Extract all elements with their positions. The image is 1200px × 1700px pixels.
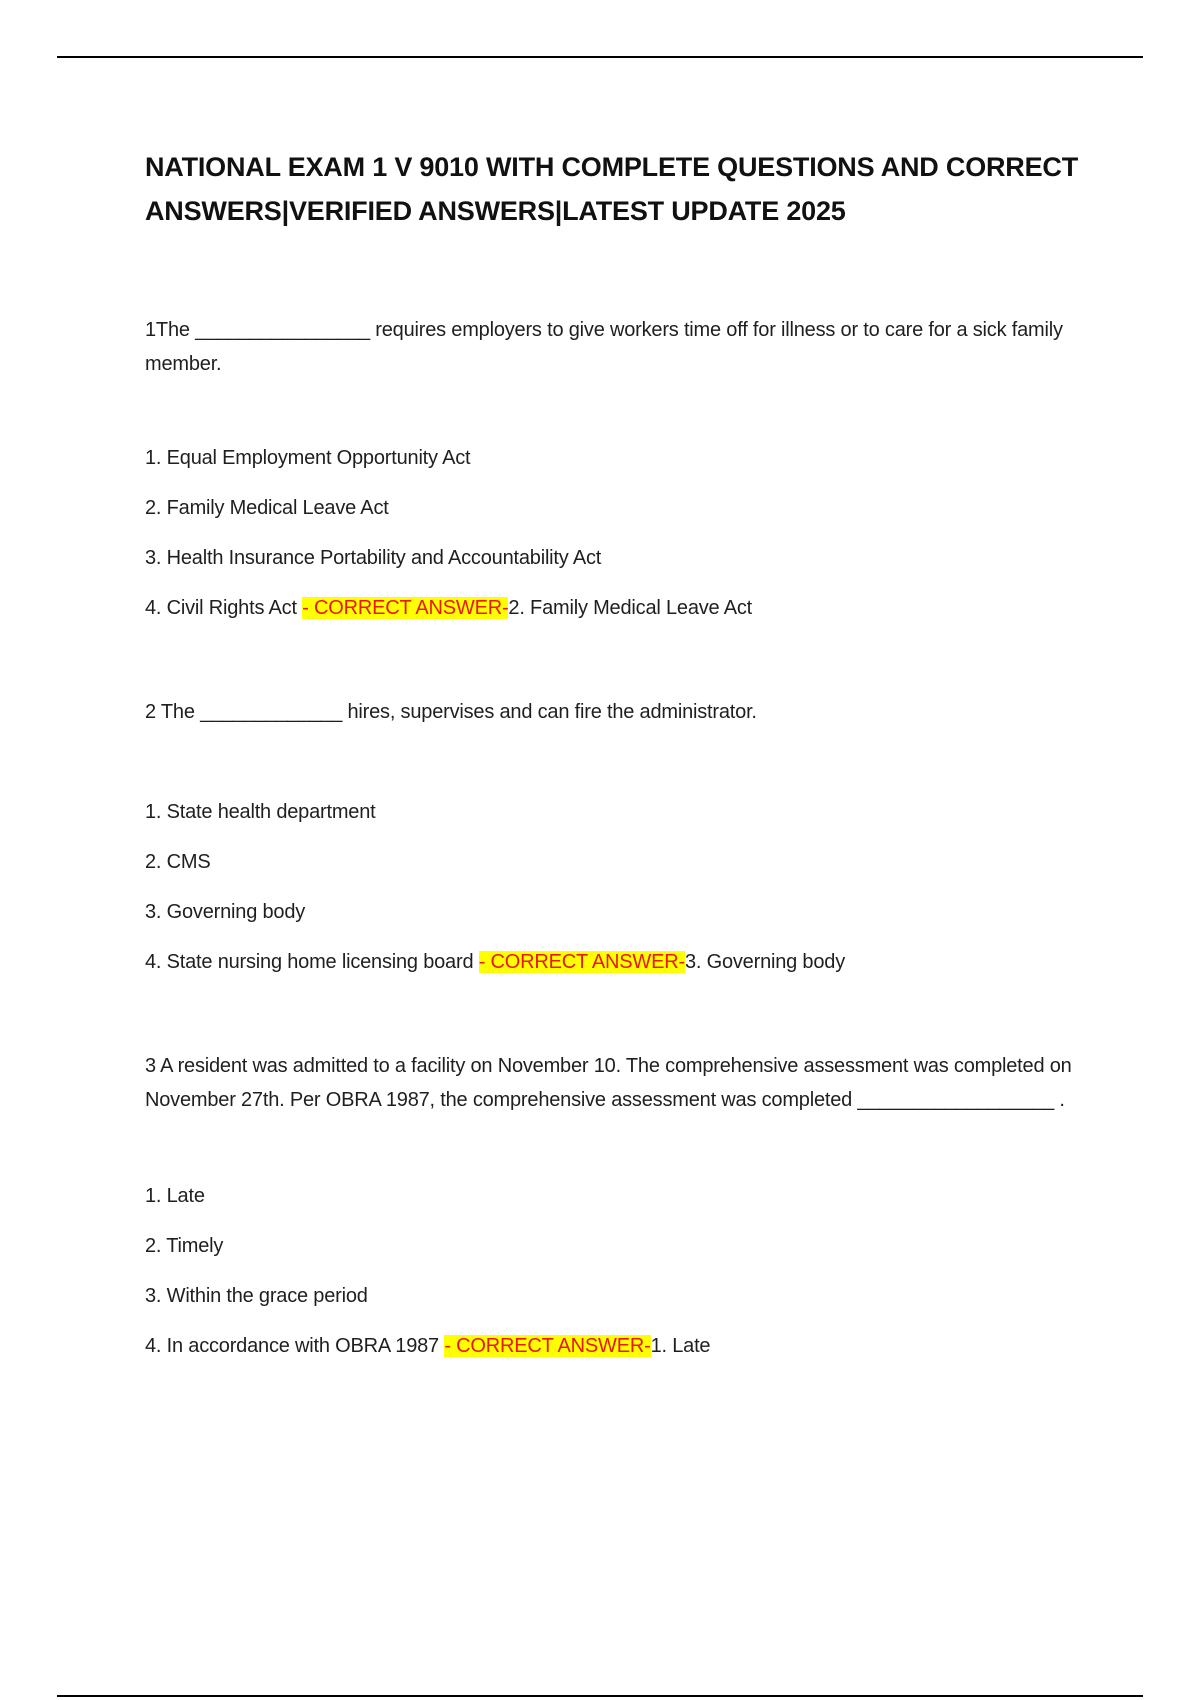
question-2-option-1: 1. State health department xyxy=(145,801,376,823)
question-2-option-4: 4. State nursing home licensing board xyxy=(145,951,479,973)
question-3-option-1: 1. Late xyxy=(145,1185,205,1207)
question-3-text: 3 A resident was admitted to a facility on November 10. The comprehensive assessment was completed on November 27th. Per OBRA 1987, the comprehensive assessment was completed __________________ . xyxy=(145,1055,1072,1111)
bottom-rule xyxy=(57,1695,1143,1697)
question-1-option-1: 1. Equal Employment Opportunity Act xyxy=(145,447,471,469)
question-3-option-4: 4. In accordance with OBRA 1987 xyxy=(145,1335,445,1357)
question-3-options xyxy=(145,1183,1090,1359)
question-1-option-4: 4. Civil Rights Act xyxy=(145,597,303,619)
question-2-option-2: 2. CMS xyxy=(145,851,211,873)
question-1-answer: 2. Family Medical Leave Act xyxy=(508,597,753,619)
top-rule xyxy=(57,56,1143,58)
question-2-option-3: 3. Governing body xyxy=(145,901,306,923)
question-3-answer-marker: - CORRECT ANSWER- xyxy=(444,1335,651,1357)
document-title: NATIONAL EXAM 1 V 9010 WITH COMPLETE QUESTIONS AND CORRECT ANSWERS|VERIFIED ANSWERS|LATEST UPDATE 2025 xyxy=(145,152,1078,226)
question-2-text: 2 The _____________ hires, supervises and can fire the administrator. xyxy=(145,701,757,723)
question-1-option-3: 3. Health Insurance Portability and Accountability Act xyxy=(145,547,602,569)
question-3-option-3: 3. Within the grace period xyxy=(145,1285,368,1307)
question-3-option-2: 2. Timely xyxy=(145,1235,224,1257)
question-2-options xyxy=(145,799,1090,975)
question-2-answer-marker: - CORRECT ANSWER- xyxy=(478,951,685,973)
question-2-option-4-with-answer xyxy=(145,949,1090,975)
question-1-answer-marker: - CORRECT ANSWER- xyxy=(302,597,509,619)
document-body xyxy=(145,145,1090,1359)
question-1-text: 1The ________________ requires employers to give workers time off for illness or to care for a sick family member. xyxy=(145,319,1063,375)
question-3-option-4-with-answer xyxy=(145,1333,1090,1359)
question-1-option-4-with-answer xyxy=(145,595,1090,621)
question-3-answer: 1. Late xyxy=(650,1335,711,1357)
question-1-option-2: 2. Family Medical Leave Act xyxy=(145,497,389,519)
question-2-answer: 3. Governing body xyxy=(684,951,846,973)
question-1-options xyxy=(145,445,1090,621)
